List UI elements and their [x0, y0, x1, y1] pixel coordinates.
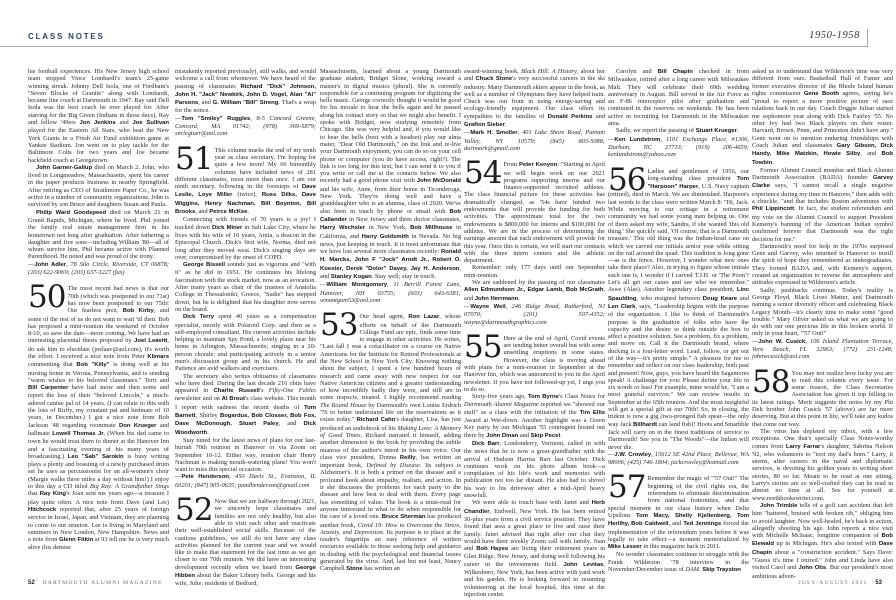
note-paragraph: Carolyn and Bill Chapin checked in from Milwaukee, retired after a long career with Milwaukee Malt. They will celebrate their 69th wedding anniversary in August. Bill served in the Air Force as an F-86 interceptor pilot after graduation and continued in the reserves on weekends. He has been active in recruiting for Dartmouth in the Milwaukee area.	[608, 68, 749, 128]
note-paragraph: Dick Terry spent 40 years as a compensation specialist, mostly with Polaroid Corp. and then as a self-employed consultant. His current activities include helping to maintain Spy Pond, a lovely place near his home in Arlington, Massachusetts; singing in a 20-person chorale; and participating actively in a senior men's discussion group and in his church. He and Patience are avid walkers and exercisers.	[175, 313, 316, 373]
classmate-name: Herb Chandler	[464, 500, 605, 515]
class-year-numeral: 50	[28, 279, 66, 316]
italic-text: Defined by Disease	[366, 462, 420, 470]
classmate-name: Dick Terry	[183, 314, 215, 321]
classmate-name: Bogardus, Bob Closser, Bob Fox, Dave McDonough, Stuart Paley	[175, 413, 316, 428]
classmate-name: Richard Cahn	[356, 417, 396, 424]
classmate-name: Bob Hayes	[476, 546, 509, 553]
note-paragraph: Connecting with friends of 70 years is a joy! I tracked down Dick Miner in Salt Lake City, where he lives with his wife of 10 years, Anita, a deacon in the Episcopal Church. Dick's first wife, Norma, died not long after they moved west. Dick's singing days are over, compromised by the onset of COPD.	[175, 216, 316, 261]
classmate-name: Skip Trayston	[702, 567, 741, 573]
classmate-name: Allen Edmundson Jr., Edgar Lamb, Bob McGrath	[464, 287, 604, 294]
classmate-name: Lowell Thomas Jr.	[52, 430, 105, 437]
classmate-name: Phil Lippincott	[752, 206, 795, 213]
classmate-name: Russ Dilks, Dave Wiggins, Henry Nachman, Bill Boynton, Bill Brooks	[175, 192, 316, 216]
secretary-signature: —Pete Henderson, 450 Davis St., Evanston, IL 60201; (847) 905-0635; pandhenderson@gmail.com	[175, 473, 316, 489]
classmate-name: Tom "Harpoon" Harper	[647, 175, 749, 191]
classmate-name: Doug Keare	[702, 295, 738, 302]
italic-text: 401 Lake Shore Road, Putnam Valley, NY 10579; (845) 803-5088; dartmark@gmail.com	[464, 129, 605, 152]
italic-text: The Round House	[320, 401, 367, 409]
italic-text: 78 Silo Circle, Riverside, CT 06878; (203) 622-9069; (203) 637-3227 (fax)	[28, 260, 169, 277]
classmate-name: Mark H. Smoller	[470, 130, 518, 137]
footer-right	[798, 580, 882, 586]
header-rule	[0, 46, 868, 47]
note-paragraph: Sadly, we report the passing of Stuart Krueger.	[616, 127, 739, 135]
page-number-right: 53	[875, 580, 882, 586]
text-column-3	[320, 68, 461, 578]
note-paragraph: John Trimble tells of a golf cart accident that left him "battered, bruised with broken rib," obliging him to avoid laughter. Now well-healed, he's back in action, allegedly shooting his age. John reports a nice visit with Michelle McIsaac, longtime companion of Bob Elewald up in Michigan. He's also texted with Dave Chapin about a "construction accident." Says Dave: "Guess it's time I retired." John and Linda have also visited Carol and John Otis. But our president's most ambitious adven-	[752, 501, 893, 580]
classmate-name: Chuck Stone	[475, 76, 513, 83]
classmate-name: Dick Miner	[211, 224, 243, 231]
classmate-name: John Levitas	[563, 561, 604, 568]
note-paragraph: Remember: only 177 days until our September mini-reunion.	[464, 264, 605, 279]
classmate-name: Bob Millhouse	[410, 225, 453, 232]
secretary-signature: —John W. Cusick, 106 Island Plantation Terrace, Vero Beach, FL 32963; (772) 231-1248; johnwcusick@aol.com	[752, 337, 893, 361]
class-note-start: 53 Our head agent, Ron Lazar, whose efforts on behalf of the Dartmouth College Fund are epic, finds some time to engage in other activities. He writes, "Last fall I was a cofacilitator on a course on Native Americans for the Institute for Retired Professionals at the New School in New York City. Knowing nothing about the subject, I spent a few hundred hours of research and came away with new respect for our Native American citizens and a greater understanding of how incredibly badly they were, and still are in some respects, treated. I highly recommend reading The Round House by Dartmouth's own Louise Erdrich '76 to better understand life on the reservations as it exists today." Richard Cahn's daughter, Lisa, has just produced an audiobook of his Making Love: A Memory of Good Times. Richard narrated it himself, adding another dimension to the book by providing the subtle nuances of the author's intent in his own voice. Our class vice president, Donna Reilly, has written an important book, Defined by Disease. Its subject is Alzheimer's. It is both a primer on the disease and a profound book about empathy, realism, and action. In it she discusses the problems for each party to the disease and how best to deal with them. Every page has something of value. The book is a must-read for anyone interested in what to do when responsible for the care of a loved one. Bruce Sherman has produced another book, Covid 19: How to Overcome the Stress, Anxiety, and Depression. Its purpose is to place at the reader's fingertips an easy reference of written resources available to those seeking help and guidance in dealing with the psychological and financial issues generated by the virus. And, last but not least, Nancy Campbell Stone has written an	[320, 307, 462, 573]
classmate-name: John Trimble	[760, 502, 798, 509]
text-column-1	[28, 68, 169, 578]
classmate-name: Harry Goldsmith	[361, 233, 409, 240]
secretary-signature: —J.W. Crowley, 15612 SE 42nd Place, Bellevue, WA 98006; (425) 746-1804; jackcrowley@hotmail.com	[608, 450, 750, 467]
classmate-name: Charlie Russell	[213, 388, 260, 395]
note-paragraph: Philip Ward Goodspeed died on March 21 in Grand Rapids, Michigan, where he lived. Phil joined the family real estate management firm in his hometown not long after graduation. After fathering a daughter and five sons—including William '80—all of whom survive him, Phil became active with Planned Parenthood. He noted and was proud of the irony.	[28, 208, 170, 261]
classmate-name: Joel Leavitt	[134, 338, 168, 345]
header-rule-end	[867, 29, 868, 47]
classmate-name: Dick Barr	[472, 440, 500, 447]
classmate-name: Dave Leslie, Loye Miller	[175, 184, 316, 199]
classmate-name: Dick Woodworth	[175, 421, 316, 436]
classmate-name: Ted Jennings	[683, 521, 722, 528]
classmate-name: Gene Booth	[803, 90, 839, 97]
class-note-start: 58 You may not realize how lucky you are to read this column every issue. For some reason, the Class Secretaries Association has given it top billing in its latest ratings. Merit suggests the notes by my Phi Delt brother John Cusick '57 (above) are far more deserving. But at this point in life, we'll take any kudos that come our way.	[752, 363, 893, 428]
secretary-signature: —Ken Lundstrom, 1101 Exchange Place, #1306, Durham, NC 27713; (919) 206-4659; kenlundstrom@yahoo.com	[608, 135, 749, 159]
note-paragraph: The virus has depleted my inbox, with a few exceptions. One that's specially Class Notes-worthy comes from Larry Farrar's daughter, Sabrina Nelson '92, who volunteers to "toot my dad's horn." Larry, it seems, after careers in the naval and diplomatic services, is devoting his golden years to writing short stories, 80 so far. Meant to be read at one sitting, Larry's stories are so well-crafted they can be read in almost no time at all. See for yourself at www.northbookswriter.com.	[752, 427, 893, 502]
classmate-name: Ken Lundstrom	[614, 136, 661, 143]
classmate-name: J.W. Crowley	[614, 451, 652, 458]
classmate-name: William Montgomery	[326, 282, 388, 289]
classmate-name: Len Clark	[608, 303, 636, 310]
classmate-name: Peirce McKee	[209, 209, 248, 216]
classmate-name: Linc Spaulding	[608, 287, 749, 302]
class-note-start: 50 The most recent bad news is that our 70th (which was postponed to our 71st) has now been postponed to our 75th! Our fearless prez, Bob Kirby, and some of the rest of us do not want to wait 'til then. Bob has proposed a mini-reunion the weekend of October 8-10, so save the date—more coming. We have had an interesting placental thesis proposed by Joel Leavitt, do ask him to elucidate (joelaav@aol.com), it's worth the effort. I received a nice note from Peter Klimars commenting that Bob "Killy" is doing well at his nursing home in Verona, Pennsylvania, and is sending "warm wishes to his beloved classmates." Terri and Bill Carpenter have had snow and then some and report the loss of their "beloved Lincoln," a much-adored canine pal of 14 years. (I can relate to this with the loss of Ruffy, my constant pal and bedmate of 10 years, in December.) I got a nice note from Bob Jackson '48 regarding roommate Don Krueger and hallmate Lowell Thomas Jr. (When his dad came to town he would treat them to dinner at the Hanover Inn and a fascinating evening of his many years of broadcasting.) Leo "Sab" Sarokin is busy writing plays a plenty and boasting of a newly purchased drum set he uses as percussionist for an all-women's choir (Margie walks three miles a day without him!) I enjoy to this day a CD titled Big Ray: A Grandfather Sings that Ray King's Joan sent me years ago—a treasure I play quite often. A nice note from Dave (and Lee) Hitchcock reported that, after 25 years of foreign service in Israel, Japan, and Vietnam, they are planning to come to our reunion. Lee is living in Maryland and summers in New London, New Hampshire. News and a note from Glenn Fitkin at 93 tell me he is very much alive (his demise	[28, 279, 170, 552]
classmate-name: Ronald H. Marcks, John F "Jock" Arndt Jr., Robert O. Koester, Derek "Dolor" Davey, Jay H. Anderson	[320, 249, 461, 272]
section-title: CLASS NOTES	[28, 32, 105, 41]
classmate-name: Klimars	[147, 353, 169, 360]
classmate-name: Jon Jenkins	[79, 120, 116, 127]
classmate-name: Hitchcock	[28, 506, 57, 513]
classmate-name: Don Krueger	[119, 422, 157, 429]
secretary-signature: —Tom "Smiley" Ruggles, 8-5 Concord Greene, Concord, MA 01742; (978) 369-5879; snrlegtuer@aol.com	[175, 114, 316, 138]
year-range: 1950-1958	[809, 30, 860, 41]
note-paragraph: asked us to understand that Wilderson's time was very different from ours. Basketball Hall of Famer and former executive director of the Rhode Island human rights commission Gene Booth agrees, saying he's "proud to report a more positive picture of race relations back in our day. Coach Doggie Julian started me sophomore year along with Dick Fairley '55. No other Ivy had two Black players on their roster. Harvard, Brown, Penn, and Princeton didn't have any." Gene went on to mention enduring friendships with Coach Julian and classmates Gary Gibson, Dick Handy, Mike Matzkin, Howie Silby, and Bob Towbin.	[752, 68, 893, 166]
italic-text: 1101 Exchange Place, #1306, Durham, NC 27713; (919) 206-4659; kenlundstrom@yahoo.com	[608, 135, 749, 159]
classmate-name: Tom Macy, Shelly Kjellenberg, Tom Herlihy, Bob Caldwell	[608, 512, 749, 528]
class-year-numeral: 54	[464, 155, 502, 192]
note-paragraph: George Bissell sounds just as vigorous and "with it" as he did in 1951. He continues his lifelong fascination with the stock market, now as an avocation. After many years as chair of the trustees of Anatolia College in Thessaloniki, Greece, "Sudie" has stepped down, but he is delighted that his daughter now serves on the board.	[175, 261, 316, 313]
classmate-name: Grafton Sieber	[464, 122, 505, 129]
classmate-name: Donald Perkins	[547, 113, 593, 120]
classmate-name: George Hibben	[175, 564, 316, 579]
classmate-name: Stuart Krueger	[695, 128, 737, 135]
note-paragraph: No wonder classmates continue to struggle with the Frank Wilderson '78 interview in the November/December issue of DAM. Skip Trayston	[608, 551, 749, 573]
italic-text: Fifty-One Fables	[268, 387, 317, 395]
secretary-signature: —Mark H. Smoller, 401 Lake Shore Road, Putnam Valley, NY 10579; (845) 803-5088; dartmark@gmail.com	[464, 129, 605, 152]
classmate-name: Philip Ward Goodspeed	[36, 209, 107, 216]
classmate-name: Larry Farrar	[785, 443, 821, 450]
note-paragraph: Dick Barr, Londonderry, Vermont, called in with the news that he is now a great-grandfather with the arrival of Hudson Harriss Barr last October. Dick continues work on his photo album book—a compilation of his life's work and memories with publication not too far distant. He also had to shovel his way to his driveway after a mid-April heavy snowfall.	[464, 439, 606, 500]
italic-text: 8-5 Concord Greene, Concord, MA 01742; (978) 369-5879; snrlegtuer@aol.com	[175, 114, 316, 138]
classmate-name: Pete Henderson	[181, 474, 230, 481]
italic-text: 450 Davis St., Evanston, IL 60201; (847) 905-0635; pandhenderson@gmail.com	[175, 473, 316, 489]
classmate-name: Richard "Dick" Johnson, John H. "Jack" Newkirk, John D. Vogel, Alan "Al" Parsons	[175, 83, 317, 107]
text-column-4	[464, 68, 606, 598]
note-paragraph: The secretary also writes obituaries of classmates who have died. During the last decade 216 obits have appeared in Charlie Russell's Fifty-One Fables newsletter and on Al Brout's class website. This month I report with sadness the recent deaths of Tom Barnett, Shirley Bogardus, Bob Closser, Bob Fox, Dave McDonough, Stuart Paley, and Dick Woodworth.	[175, 372, 317, 436]
note-paragraph: award-winning book, Black Hill: A History, about her and Chuck Stone's very successful careers in the ski industry. Many Dartmouth skiers appear in the book, as well as a number of Olympians they have helped train. Chuck was out front in using energy-saving and ecology-friendly equipment. Our class offers its sympathies to the families of Donald Perkins and Grafton Sieber.	[464, 68, 606, 129]
class-year-numeral: 58	[752, 363, 790, 400]
classmate-name: Wayne Weil	[470, 303, 506, 310]
classmate-name: Bob "Killy"	[76, 362, 110, 369]
secretary-signature: —John Adler, 78 Silo Circle, Riverside, CT 06878; (203) 622-9069; (203) 637-3227 (fax)	[28, 260, 169, 277]
classmate-name: Bob Callander	[320, 208, 461, 223]
italic-text: Dartmouth Alumni Magazine	[464, 401, 539, 409]
secretary-signature: —William Montgomery, 11 Berrill Forest Lane, Hanover, NH 03755; (603) 643-6381; wmontgom53@aol.com	[320, 281, 461, 304]
classmate-name: John Garner-Gallup	[36, 164, 93, 171]
note-paragraph: Sixty-five years ago, Tom Byrne's Class Notes for Dartmouth Alumni Magazine reported we "showed our stuff" as a class with the initiation of the Tim Ellis Award at Wet-down. Another highlight was a Green Key party by our Michigan '55 contingent hosted out there by John Dinan and Skip Pecel.	[464, 393, 605, 439]
classmate-name: Ray King	[39, 491, 67, 498]
class-note-start: 57 Remember the magic of "'57 Out!" The beginning of the civil rights era, the referendum to eliminate discrimination from national fraternities, and that special moment in our class history when Delta Upsilons Tom Macy, Shelly Kjellenberg, Tom Herlihy, Bob Caldwell, and Ted Jennings forced the implementation of the referendum years before it was legally to take effect—a moment memorialized by Mike Lesser in this magazine back in 2011.	[608, 469, 749, 551]
classmate-name: Ron Lazar	[408, 314, 440, 321]
classmate-name: John Herrmann	[474, 295, 519, 302]
classmate-name: Stanley Kogan	[330, 274, 372, 281]
italic-text: Covid 19: How to Overcome the Stress, Anxiety, and Depression	[320, 521, 462, 536]
page-number-left: 52	[28, 580, 35, 586]
classmate-name: Leo "Sab" Sarokin	[67, 453, 124, 460]
classmate-name: John Otis	[798, 565, 827, 572]
note-paragraph: Dartmouth's need for help in the 1970s surprised Gene and Garvey, who returned to Hanover to instill the spirit of hope they remembered as undergraduates. They formed BADA and, with Kemeny's support, created an organization to reverse the atmosphere and attitudes expressed in Wilderson's article.	[752, 242, 893, 287]
class-note-start: 51 This column marks the end of my tenth year as class secretary. I'm hoping for quite a few more! My 60 bimonthly columns have included news of 281 different classmates, most more than once. I am our ninth secretary, following in the footsteps of Dave Leslie, Loye Miller (twice), Russ Dilks, Dave Wiggins, Henry Nachman, Bill Boynton, Bill Brooks, and Peirce McKee.	[175, 140, 316, 216]
class-note-start: 56 Ladies and gentlemen of 1956, our long-standing class president Tom "Harpoon" Harper, U.S. Navy captain (retired), died in March. We are diminished. Harpoon's last words to the class were written March 8: "Hi, Jack. While moving to our cottage in a retirement community we had some young men helping us. One of them asked my wife, Sandra, if she wanted 'this old thing.' She quickly said, 'Of course, that is a Dartmouth treasure.' This old thing was the Indian-head cane on which we carved our initials senior year while sitting on the rail around the quad. This tradition is long gone—as is the fence. However, I wonder what new ones take their place? Also, in trying to figure whose initials each one is, I wonder if I carved T.J.H. or 'The Poon'? Let's all get our canes and see who we remember." Aswe (Alas). Another legendary class president, Linc Spaulding, who resigned between Doug Keare and Len Clark, says, "Leadership begins with the purpose of the organization. I like to think of Dartmouth's purpose is the graduation of folks who have the capacity and the desire to think outside the box to affect a positive solution. See a problem, fix a problem, and move on. Call it the Dartmouth brand, where ducking is a four-letter word. Lead, follow, or get out of the way—it's pretty simple." A pleasure for me to remember and reflect on our class leadership, both past and present! Now, guys, you have heard the Sagamores speak! A challenge for you: Please define your life in six words or less! For example, mine would be, "I am a most grateful survivor." We can review results in September at the 65th reunion. And the most insightful will get a special gift at our 70th! So, in closing, the trident is now a gig (two-pronged fish spear—the only way Jack Billhardt can land fish)! Hoots and Smarbble Jack will carry on in the finest traditions of service to Dartmouth! See you in "The Woods"—the Indian will never die.	[608, 161, 749, 451]
classmate-name: Billhardt	[633, 421, 658, 428]
text-column-5	[608, 68, 749, 578]
italic-text: Aswe	[608, 286, 622, 294]
class-note-start: 54 From Peter Kenyon: "Starting in April we will begin work on our 2021 programs supporting interns and our finance-supported recruited athletes. The class financial picture for these activities has dramatically changed, as '54s have funded two endowments that will provide the funding for both activities. The approximate total for the two endowments is $800,000 for interns and $100,000 for athletes. We are in the process of determining the earnings amount that each endowment will provide for this year. Once this is certain, we will start our contacts with the three intern centers and the athletic department.	[464, 155, 605, 265]
classmate-name: John Adler	[34, 261, 67, 268]
note-paragraph: Stay tuned for the latest news of plans for our last-hurrah 70th reunion in Hanover or via Zoom on September 10-12. Either way, reunion chair Henry Nachman is making mouth-watering plans! You won't want to miss this special occasion.	[175, 436, 316, 474]
classmate-name: Garvey Clarke	[752, 175, 893, 190]
classmate-name: Tom Byrne	[528, 394, 559, 401]
italic-text: Black Hill: A History	[521, 68, 577, 75]
secretary-signature: —Wayne Weil, 246 Ridge Road, Rutherford, NJ 07070; (201) 507-4352; wayne@dartmouthgraphics.com	[464, 302, 606, 326]
footer-left	[28, 580, 163, 586]
classmate-name: John Dinan	[486, 432, 519, 439]
classmate-name: Gary Gibson, Dick Handy, Mike Matzkin, Howie Silby	[752, 142, 893, 158]
classmate-name: Bob Kirby	[122, 308, 154, 315]
classmate-name: G. William "Bill" Streng	[212, 100, 279, 107]
classmate-name: Tom Barnett	[175, 404, 316, 420]
class-year-numeral: 52	[175, 492, 213, 529]
italic-text: 106 Island Plantation Terrace, Vero Beach, FL 32963; (772) 231-1248; johnwcusick@aol.com	[752, 337, 893, 361]
classmate-name: Bruce Sherman	[381, 514, 426, 521]
note-paragraph: We are saddened by the passing of our classmates Allen Edmundson Jr., Edgar Lamb, Bob McGrath, and John Herrmann.	[464, 279, 605, 302]
class-year-numeral: 53	[320, 307, 358, 344]
note-paragraph: his football experiences. His New Jersey high school team stopped Vince Lombardi's team's 25-game winning streak. Johnny Dell Isola, one of Fordham's "Seven Blocks of Granite" along with Lombardi, became line coach at Dartmouth in 1947. Ray said Dell Isola was the best coach he ever played for. After starring for the Big Green (Indians in those days), Ray and fellow '49ers Jon Jenkins and Joe Sullivan played for the Eastern All Stars, who beat the New York Giants in a Fresh Air Fund exhibition game at Yankee Stadium. Jon went on to play tackle for the Baltimore Colts for two years and Joe became backfield coach at Georgetown.	[28, 68, 170, 164]
class-note-start: 52 Now that we are halfway through 2021, we sincerely hope classmates and families are not only healthy, but also able to visit each other and reactivate their well-established social skills. Because of the cautious guidelines, we still do not have any class activities planned for the current year and we would like to make that statement for the last time as we get closer to our 70th reunion. We did have an interesting development recently when we heard from George Hibben about the Baker Library bells. George and his wife, Julie, residents of Bedford,	[175, 492, 316, 588]
italic-text: 11 Berrill Forest Lane, Hanover, NH 03755; (603) 643-6381; wmontgom53@aol.com	[320, 281, 461, 304]
classmate-name: Tim Ellis	[579, 409, 605, 416]
classmate-name: Dave Chapin	[752, 541, 893, 556]
class-year-numeral: 55	[464, 328, 502, 365]
note-paragraph: mistakenly reported previously), still walks, and would welcome a call from whomever. We have heard of the passing of classmates Richard "Dick" Johnson, John H. "Jack" Newkirk, John D. Vogel, Alan "Al" Parsons, and G. William "Bill" Streng. That's a wrap for the nonce.	[175, 68, 317, 115]
classmate-name: Bill Carpenter	[28, 385, 69, 392]
classmate-name: John W. Cusick	[758, 338, 806, 345]
note-paragraph: We were able to touch base with Janet and Herb Chandler, Endwell, New York. He has been retired 30-plus years from a civil service position. They have found that area a great place to live and raise their family. Janet advised that right after our chat they would have their weekly Zoom call with family. Joan and Bob Hayes are living their retirement years in Glen Ridge, New Jersey, and doing well following his career in the investments field. John Levitas, Wilkesboro, New York, has been active with yard work and his garden. He is looking forward to resuming volunteering at the local hospital, this time at the injection center.	[464, 499, 606, 598]
note-paragraph: Massachusetts, learned about a young Dartmouth graduate student, Bridget Slone, working toward a master's in digital musics (plural). She is currently responsible for a continuing program for digitizing the bells music. George correctly thought it would be good for his morale to hear the bells again and he passed along his contact story so that we might also benefit. I spoke with Bridget, now studying remotely from Chicago. She was very helpful and, if you would like to hear the bells (best with a headset) play our alma mater, "Dear Old Dartmouth," on the link and re-live your Dartmouth enjoyment, you can do so on your cell phone or computer (you do have access, right?). The link is too long for this text, but I can send it to you if you write or call me at the contacts below. We also recently had a good phone visit with John McDonald and his wife, Anne, from their home in Ticonderoga, New York. They're doing well and have a granddaughter who is an alumna, class of 2020. We've also been in touch by phone or email with Bob Callander in New Jersey and three doctor classmates, Harry Wechsler in New York, Bob Millhouse in California, and Harry Goldsmith in Nevada. No big news, just keeping in touch. It is most unfortunate that we have lost several more classmates recently: Ronald H. Marcks, John F "Jock" Arndt Jr., Robert O. Koester, Derek "Dolor" Davey, Jay H. Anderson, and Stanley Kogan. Stay well; stay in touch.	[320, 68, 461, 281]
note-paragraph: Sadly, pushbacks continue. Today's reality is George Floyd, Black Lives Matter, and Dartmouth naming a senior diversity officer and celebrating Black Legacy Month—it's clearly time to make some "good trouble." Mary Oliver asked us what we are going to do with our one precious life in this broken world. If only in your heart, "'57 Out!"	[752, 286, 893, 338]
italic-text: 246 Ridge Road, Rutherford, NJ 07070; (201) 507-4352; wayne@dartmouthgraphics.com	[464, 302, 606, 326]
classmate-name: Bob Towbin	[752, 151, 893, 166]
class-note-start: 55 Here at the end of April, Covid events are tending better overall but with some unsettling eruptions in some states. However, the class is moving ahead with plans for a mini-reunion in September at the Hanover Inn, which was announced to you in the April newsletter. If you have not followed-up yet, I urge you to do so.	[464, 328, 605, 393]
italic-text: DAM	[685, 566, 700, 573]
classmate-name: George Bissell	[183, 262, 225, 269]
classmate-name: Stone	[346, 566, 363, 573]
text-column-2	[175, 68, 317, 588]
text-column-6	[752, 68, 893, 578]
classmate-name: Bob Elewald	[752, 533, 893, 548]
classmate-name: Mike Lesser	[608, 544, 642, 551]
classmate-name: Joe Sullivan	[132, 120, 170, 127]
note-paragraph: John Garner-Gallup died on March 2. John, who lived in Longmeadow, Massachusetts, spent his career in the paper products business in nearby Springfield. After retiring as CEO of Strathmore Paper Co., he was active in a number of community organizations. John is survived by son Bruce and daughters Susan and Paula.	[28, 163, 170, 209]
classmate-name: John McDonald	[416, 178, 461, 185]
italic-text: 15612 SE 42nd Place, Bellevue, WA 98006; (425) 746-1804; jackcrowley@hotmail.com	[608, 450, 750, 467]
classmate-name: Harry Wechsler	[320, 225, 366, 232]
classmate-name: Bill Chapin	[657, 69, 693, 75]
italic-text: Big Ray: A Grandfather Sings	[89, 483, 169, 491]
classmate-name: Al Brout	[221, 396, 245, 403]
class-year-numeral: 51	[175, 140, 213, 177]
classmate-name: Tom "Smiley" Ruggles	[181, 115, 251, 122]
classmate-name: Reilly	[399, 454, 416, 461]
italic-text: Making Love: A Memory of Good Times	[320, 424, 461, 439]
class-year-numeral: 57	[608, 469, 646, 506]
classmate-name: Glenn Fitkin	[59, 537, 94, 544]
issue-date: JULY/AUGUST 2021	[798, 580, 868, 586]
class-year-numeral: 56	[608, 161, 646, 198]
magazine-name: DARTMOUTH ALUMNI MAGAZINE	[42, 580, 163, 586]
note-paragraph: Former Alumni Council member and Black Alumni Dartmouth Association (BADA) founder Garvey Clarke says, "I cannot recall a single negative experience during my time in Hanover," then adds with a chuckle, "and that includes Boston adventures with Phil Lippincott. In fact, the student referendum and my vote on the Alumni Council to support President Kemeny's banning of the American Indian symbol confirmed forever that Dartmouth was the right decision for me."	[752, 166, 894, 243]
classmate-name: Skip Pecel	[530, 432, 561, 439]
classmate-name: Peter Kenyon	[519, 162, 558, 169]
